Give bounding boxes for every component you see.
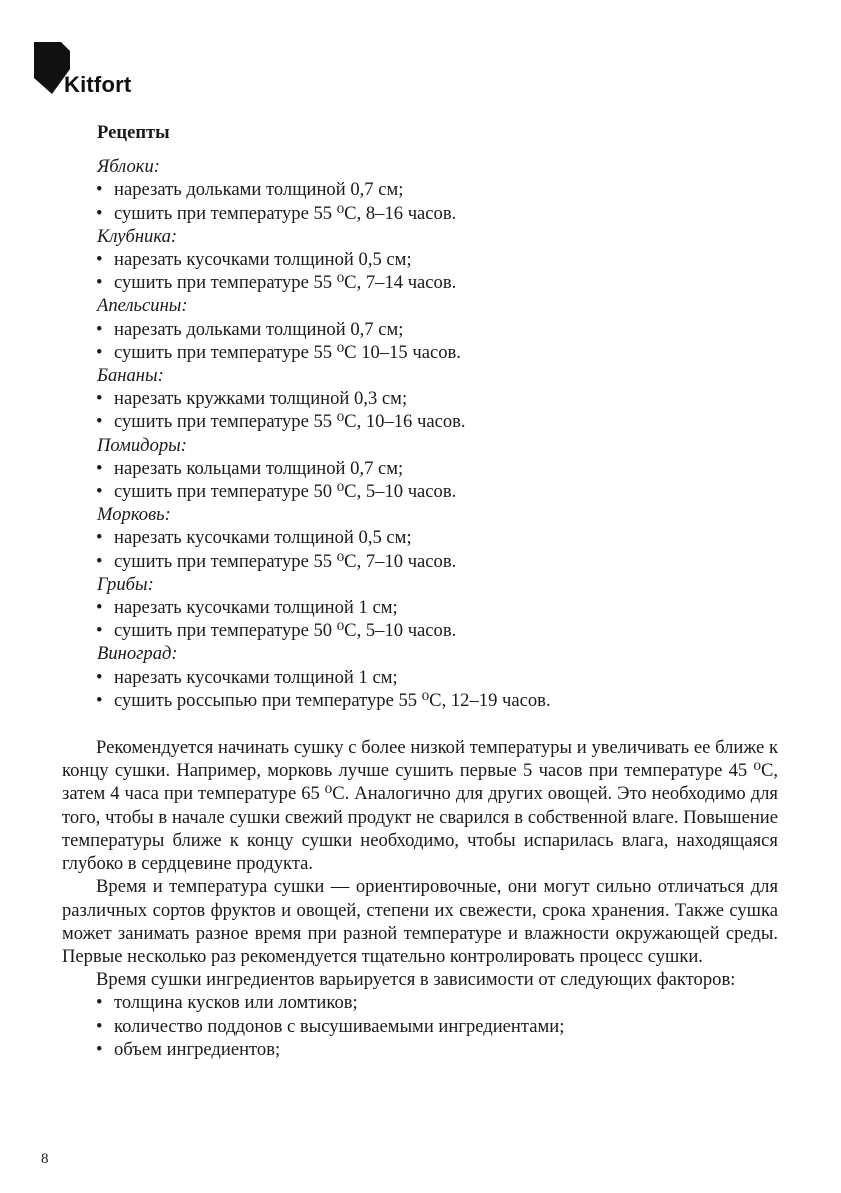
- kitfort-logo: [34, 42, 144, 102]
- bullet-text: нарезать кусочками толщиной 1 см;: [114, 597, 398, 619]
- page-content: [62, 121, 778, 1061]
- bullet-text: сушить при температуре 55 ⁰С, 8–16 часов.: [114, 202, 457, 224]
- bullet-text: сушить при температуре 55 ⁰С, 10–16 часов.: [114, 411, 466, 433]
- bullet-text: нарезать кружками толщиной 0,3 см;: [114, 388, 408, 410]
- spacer: [62, 712, 778, 736]
- bullet-text: объем ингредиентов;: [114, 1038, 281, 1060]
- bullet-marker: •: [96, 272, 103, 294]
- bullet-text: нарезать кольцами толщиной 0,7 см;: [114, 457, 404, 479]
- recipe-name: Виноград:: [97, 643, 178, 665]
- bullet-item: [62, 178, 778, 201]
- bullet-marker: •: [96, 620, 103, 642]
- bullet-item: [62, 248, 778, 271]
- bullet-item: [62, 480, 778, 503]
- bullet-text: количество поддонов с высушиваемыми ингредиентами;: [114, 1015, 565, 1037]
- bullet-text: сушить при температуре 55 ⁰С 10–15 часов.: [114, 341, 461, 363]
- bullet-text: толщина кусков или ломтиков;: [114, 992, 358, 1014]
- bullet-text: нарезать дольками толщиной 0,7 см;: [114, 179, 404, 201]
- factor-list: [62, 991, 778, 1061]
- bullet-item: [62, 550, 778, 573]
- section-title: Рецепты: [97, 122, 170, 143]
- bullet-marker: •: [96, 689, 103, 711]
- bullet-text: сушить при температуре 55 ⁰С, 7–10 часов.: [114, 550, 457, 572]
- page-number: 8: [41, 1151, 49, 1167]
- bullet-text: нарезать дольками толщиной 0,7 см;: [114, 318, 404, 340]
- bullet-marker: •: [96, 388, 103, 410]
- recipe-name: Яблоки:: [97, 156, 160, 178]
- recipe-name: Клубника:: [97, 225, 178, 247]
- bullet-text: сушить россыпью при температуре 55 ⁰С, 12–19 часов.: [114, 689, 551, 711]
- bullet-marker: •: [96, 411, 103, 433]
- bullet-item: [62, 1015, 778, 1038]
- paragraph: Рекомендуется начинать сушку с более низкой температуры и увеличивать ее ближе к концу сушки. Например, морковь лучше сушить первые 5 часов при температуре 45 ⁰С, затем 4 часа при температуре 65 ⁰С. Аналогично для других овощей. Это необходимо для того, чтобы в начале сушки свежий продукт не сварился в собственной влаге. Повышение температуры ближе к концу сушки необходимо, чтобы испарилась влага, находящаяся глубоко в сердцевине продукта.: [62, 737, 778, 875]
- bullet-item: [62, 387, 778, 410]
- bullet-marker: •: [96, 202, 103, 224]
- bullet-item: [62, 318, 778, 341]
- recipe-name: Помидоры:: [97, 434, 187, 456]
- bullet-text: сушить при температуре 50 ⁰С, 5–10 часов.: [114, 620, 457, 642]
- bullet-item: [62, 410, 778, 433]
- bullet-item: [62, 689, 778, 712]
- bullet-marker: •: [96, 179, 103, 201]
- recipe-name: Бананы:: [97, 365, 164, 387]
- bullet-marker: •: [96, 550, 103, 572]
- paragraph: Время сушки ингредиентов варьируется в зависимости от следующих факторов:: [96, 969, 736, 991]
- paragraph: Время и температура сушки — ориентировочные, они могут сильно отличаться для различных сортов фруктов и овощей, степени их свежести, срока хранения. Также сушка может занимать разное время при разной температуре и влажности окружающей среды. Первые несколько раз рекомендуется тщательно контролировать процесс сушки.: [62, 876, 778, 967]
- bullet-item: [62, 271, 778, 294]
- bullet-item: [62, 666, 778, 689]
- recipe-name: Морковь:: [97, 504, 171, 526]
- bullet-item: [62, 341, 778, 364]
- recipe-name: Грибы:: [97, 573, 154, 595]
- bullet-marker: •: [96, 341, 103, 363]
- recipe-name: Апельсины:: [97, 295, 188, 317]
- bullet-marker: •: [96, 318, 103, 340]
- brand-name: Kitfort: [64, 72, 132, 97]
- bullet-marker: •: [96, 457, 103, 479]
- bullet-item: [62, 202, 778, 225]
- bullet-marker: •: [96, 666, 103, 688]
- bullet-text: нарезать кусочками толщиной 1 см;: [114, 666, 398, 688]
- bullet-text: нарезать кусочками толщиной 0,5 см;: [114, 249, 412, 271]
- bullet-marker: •: [96, 1038, 103, 1060]
- bullet-marker: •: [96, 597, 103, 619]
- bullet-marker: •: [96, 992, 103, 1014]
- recipe-list: [62, 155, 778, 712]
- bullet-item: [62, 526, 778, 549]
- bullet-text: сушить при температуре 50 ⁰С, 5–10 часов.: [114, 481, 457, 503]
- bullet-item: [62, 619, 778, 642]
- bullet-item: [62, 457, 778, 480]
- bullet-item: [62, 596, 778, 619]
- bullet-marker: •: [96, 1015, 103, 1037]
- bullet-item: [62, 1038, 778, 1061]
- bullet-marker: •: [96, 527, 103, 549]
- bullet-marker: •: [96, 249, 103, 271]
- bullet-item: [62, 991, 778, 1014]
- bullet-text: нарезать кусочками толщиной 0,5 см;: [114, 527, 412, 549]
- bullet-text: сушить при температуре 55 ⁰С, 7–14 часов.: [114, 272, 457, 294]
- bullet-marker: •: [96, 481, 103, 503]
